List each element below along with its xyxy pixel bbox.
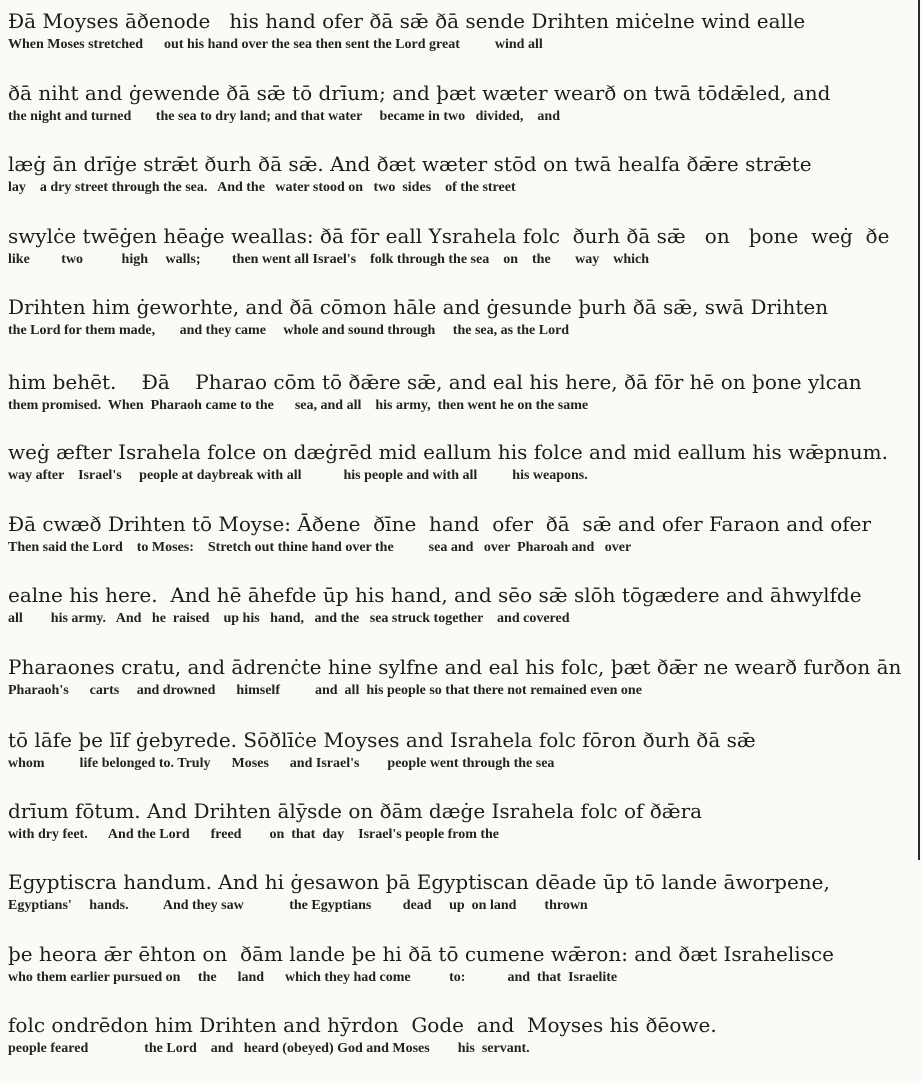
modern-english-gloss: the night and turned the sea to dry land; and that water became in two divided, and: [8, 109, 561, 124]
text-line-11: [0, 727, 921, 797]
text-line-12: [0, 798, 921, 868]
modern-english-gloss: way after Israel's people at daybreak with all his people and with all his weapons.: [8, 468, 588, 483]
modern-english-gloss: When Moses stretched out his hand over the sea then sent the Lord great wind all: [8, 37, 543, 52]
old-english-text: Pharaones cratu, and ādrenċte hine sylfne and eal his folc, þæt ðǣr ne wearð furðon ān: [8, 655, 902, 679]
old-english-text: þe heora ǣr ēhton on ðām lande þe hi ðā tō cumene wǣron: and ðæt Israhelisce: [8, 942, 834, 966]
old-english-text: Egyptiscra handum. And hi ġesawon þā Egyptiscan dēade ūp tō lande āworpene,: [8, 870, 830, 894]
modern-english-gloss: people feared the Lord and heard (obeyed) God and Moses his servant.: [8, 1041, 530, 1056]
modern-english-gloss: them promised. When Pharaoh came to the sea, and all his army, then went he on the same: [8, 398, 589, 413]
text-line-4: [0, 223, 921, 293]
modern-english-gloss: with dry feet. And the Lord freed on that day Israel's people from the: [8, 827, 500, 842]
modern-english-gloss: Pharaoh's carts and drowned himself and all his people so that there not remained even one: [8, 683, 642, 698]
text-line-7: [0, 439, 921, 509]
text-line-8: [0, 511, 921, 581]
old-english-text: læġ ān drīġe strǣt ðurh ðā sǣ. And ðæt wæter stōd on twā healfa ðǣre strǣte: [8, 152, 812, 176]
text-line-1: [0, 8, 921, 78]
old-english-text: ealne his here. And hē āhefde ūp his hand, and sēo sǣ slōh tōgædere and āhwylfde: [8, 583, 862, 607]
modern-english-gloss: Egyptians' hands. And they saw the Egyptians dead up on land thrown: [8, 898, 588, 913]
modern-english-gloss: all his army. And he raised up his hand, and the sea struck together and covered: [8, 611, 570, 626]
text-line-3: [0, 151, 921, 221]
old-english-text: folc ondrēdon him Drihten and hȳrdon Gode and Moyses his ðēowe.: [8, 1013, 717, 1037]
old-english-text: Drihten him ġeworhte, and ðā cōmon hāle and ġesunde þurh ðā sǣ, swā Drihten: [8, 295, 829, 319]
old-english-text: ðā niht and ġewende ðā sǣ tō drīum; and þæt wæter wearð on twā tōdǣled, and: [8, 81, 831, 105]
old-english-text: him behēt. Ðā Pharao cōm tō ðǣre sǣ, and eal his here, ðā fōr hē on þone ylcan: [8, 370, 862, 394]
text-line-10: [0, 654, 921, 724]
old-english-text: Ðā cwæð Drihten tō Moyse: Āðene ðīne hand ofer ðā sǣ and ofer Faraon and ofer: [8, 512, 872, 536]
modern-english-gloss: the Lord for them made, and they came whole and sound through the sea, as the Lord: [8, 323, 570, 338]
text-line-5: [0, 294, 921, 364]
text-line-14: [0, 941, 921, 1011]
old-english-text: Ðā Moyses āðenode his hand ofer ðā sǣ ðā sende Drihten miċelne wind ealle: [8, 9, 806, 33]
modern-english-gloss: who them earlier pursued on the land which they had come to: and that Israelite: [8, 970, 618, 985]
text-line-9: [0, 582, 921, 652]
old-english-text: tō lāfe þe līf ġebyrede. Sōðlīċe Moyses and Israhela folc fōron ðurh ðā sǣ: [8, 728, 756, 752]
modern-english-gloss: like two high walls; then went all Israel's folk through the sea on the way which: [8, 252, 650, 267]
old-english-text: weġ æfter Israhela folce on dæġrēd mid eallum his folce and mid eallum his wǣpnum.: [8, 440, 888, 464]
modern-english-gloss: whom life belonged to. Truly Moses and Israel's people went through the sea: [8, 756, 555, 771]
text-line-2: [0, 80, 921, 150]
old-english-text: drīum fōtum. And Drihten ālȳsde on ðām dæġe Israhela folc of ðǣra: [8, 799, 703, 823]
text-line-15: [0, 1012, 921, 1082]
text-line-13: [0, 869, 921, 939]
modern-english-gloss: Then said the Lord to Moses: Stretch out thine hand over the sea and over Pharoah and over: [8, 540, 632, 555]
old-english-text: swylċe twēġen hēaġe weallas: ðā fōr eall Ysrahela folc ðurh ðā sǣ on þone weġ ðe: [8, 224, 890, 248]
text-line-6: [0, 369, 921, 439]
modern-english-gloss: lay a dry street through the sea. And the water stood on two sides of the street: [8, 180, 516, 195]
